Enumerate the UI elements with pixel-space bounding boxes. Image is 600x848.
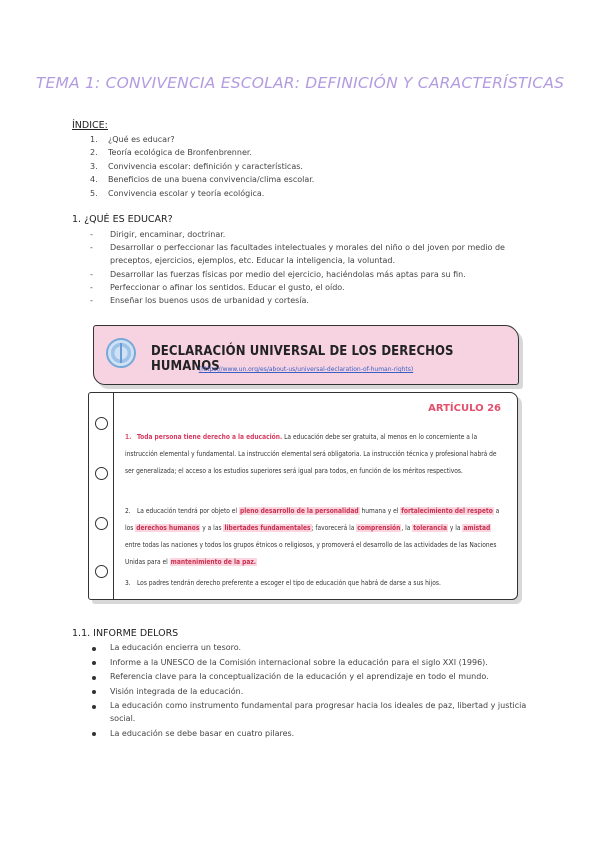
list-item: La educación se debe basar en cuatro pilares. [90, 728, 532, 741]
highlight-text: libertades fundamentales [224, 524, 311, 532]
binder-hole-icon [95, 467, 108, 480]
highlight-text: derechos humanos [136, 524, 200, 532]
article-title: ARTÍCULO 26 [428, 403, 501, 414]
index-item [72, 187, 314, 200]
index-list [72, 133, 314, 200]
article-paragraph-2 [125, 503, 505, 571]
list-item: - Dirigir, encaminar, doctrinar. [90, 228, 540, 241]
highlight-text: amistad [463, 524, 491, 532]
paragraph-number: 3. [125, 579, 131, 587]
article-paragraph-3 [125, 575, 505, 592]
list-item: - Enseñar los buenos usos de urbanidad y cortesía. [90, 294, 540, 307]
index-item [72, 173, 314, 186]
paragraph-text: a los [125, 507, 500, 532]
paragraph-text: y la [447, 524, 463, 532]
paragraph-text: y a las [200, 524, 224, 532]
section11-heading: 1.1. INFORME DELORS [72, 628, 179, 639]
index-text: Convivencia escolar y teoría ecológica. [108, 188, 265, 198]
banner-title: DECLARACIÓN UNIVERSAL DE LOS DERECHOS HUMANOS [151, 344, 454, 374]
section1-heading: 1. ¿QUÉ ES EDUCAR? [72, 214, 173, 225]
paragraph-text: ; favorecerá la [311, 524, 357, 532]
list-item: La educación encierra un tesoro. [90, 642, 532, 655]
paragraph-number: 2. [125, 507, 131, 515]
index-text: Convivencia escolar: definición y características. [108, 161, 303, 171]
highlight-text: comprensión [357, 524, 401, 532]
section11-list [90, 642, 532, 742]
banner-link[interactable]: (https://www.un.org/es/about-us/universal-declaration-of-human-rights) [198, 366, 414, 373]
list-item: Informe a la UNESCO de la Comisión internacional sobre la educación para el siglo XXI (1996). [90, 657, 532, 670]
index-text: Beneficios de una buena convivencia/clima escolar. [108, 175, 315, 185]
index-text: Teoría ecológica de Bronfenbrenner. [108, 148, 252, 158]
paragraph-text: , la [401, 524, 413, 532]
paragraph-text: humana y el [359, 507, 401, 515]
index-item [72, 133, 314, 146]
list-item: - Desarrollar las fuerzas físicas por medio del ejercicio, haciéndolas más aptas para su fin. [90, 268, 540, 281]
list-item: Visión integrada de la educación. [90, 686, 532, 699]
binder-hole-icon [95, 517, 108, 530]
un-emblem-icon [106, 338, 136, 368]
index-num: 3. [90, 161, 98, 171]
paragraph-number: 1. [125, 433, 132, 441]
binder-hole-icon [95, 565, 108, 578]
margin-line [113, 393, 114, 599]
index-heading: ÍNDICE: [72, 120, 108, 131]
list-item: - Desarrollar o perfeccionar las facultades intelectuales y morales del niño o del joven por medio de preceptos, ejercicios, ejemplos, etc. Educar la inteligencia, la voluntad. [90, 241, 540, 267]
highlight-text: tolerancia [413, 524, 447, 532]
paragraph-text: Los padres tendrán derecho preferente a escoger el tipo de educación que habrá de darse a sus hijos. [137, 579, 441, 587]
list-item: - Perfeccionar o afinar los sentidos. Educar el gusto, el oído. [90, 281, 540, 294]
section1-list [90, 228, 540, 307]
article-paragraph-1 [125, 429, 505, 480]
page-title: TEMA 1: CONVIVENCIA ESCOLAR: DEFINICIÓN Y CARACTERÍSTICAS [35, 74, 565, 92]
index-text: ¿Qué es educar? [108, 135, 175, 144]
index-item [72, 146, 314, 159]
index-num: 5. [90, 188, 98, 198]
list-item: La educación como instrumento fundamental para progresar hacia los ideales de paz, libertad y justicia social. [90, 700, 532, 725]
highlight-text: fortalecimiento del respeto [401, 507, 493, 515]
paragraph-text: entre todas las naciones y todos los grupos étnicos o religiosos, y promoverá el desarrollo de las actividades de las Naciones Unidas para el [125, 541, 497, 566]
index-num: 4. [90, 175, 98, 185]
index-item [72, 160, 314, 173]
index-num: 2. [90, 148, 98, 158]
paragraph-text: La educación tendrá por objeto el [137, 507, 239, 515]
highlight-text: Toda persona tiene derecho a la educación. [137, 433, 283, 441]
highlight-text: pleno desarrollo de la personalidad [239, 507, 359, 515]
index-num: 1. [90, 135, 98, 144]
paragraph-text: La educación debe ser gratuita, al menos en lo concerniente a la instrucción elemental y fundamental. La instrucción elemental será obligatoria. La instrucción técnica y profesional habrá de ser generalizada; el acceso a los estudios superiores será igual para todos, en función de los méritos respectivos. [125, 433, 497, 475]
list-item: Referencia clave para la conceptualización de la educación y el aprendizaje en todo el mundo. [90, 671, 532, 684]
article-notebook [88, 392, 518, 600]
highlight-text: mantenimiento de la paz. [170, 558, 257, 566]
binder-hole-icon [95, 417, 108, 430]
udhr-banner [93, 325, 519, 385]
